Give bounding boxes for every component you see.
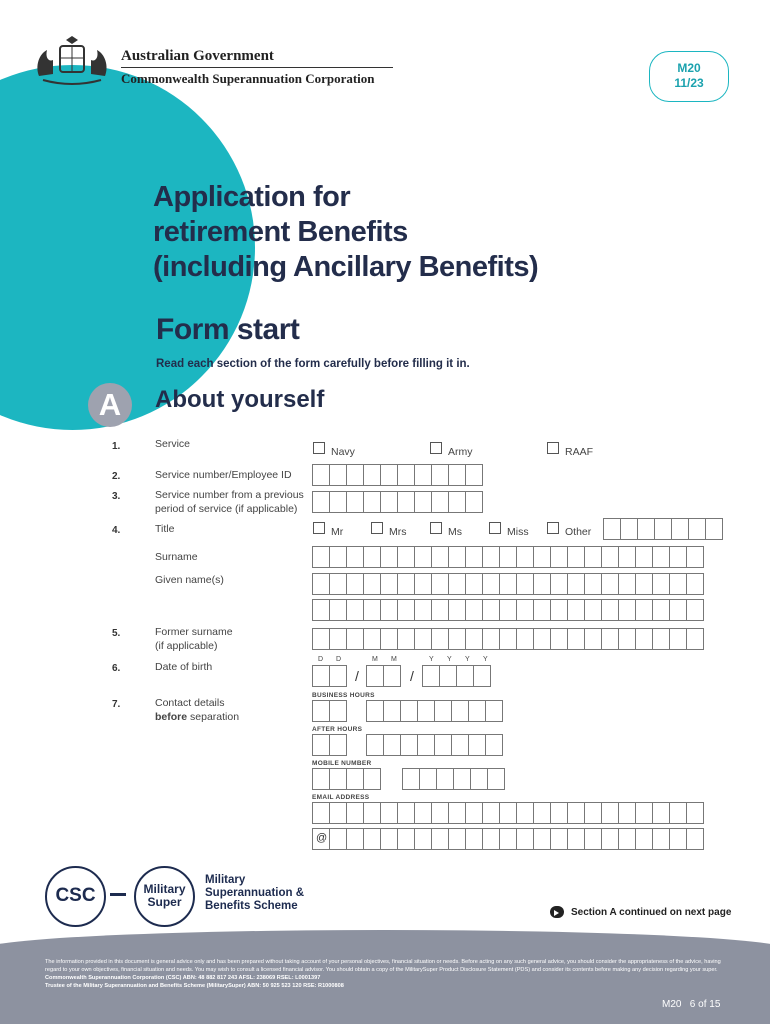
label-line: Contact details bbox=[155, 697, 225, 709]
miss-checkbox[interactable] bbox=[489, 522, 501, 534]
section-title: About yourself bbox=[155, 386, 325, 413]
year-hint: Y bbox=[483, 656, 488, 663]
title-line-1: Application for bbox=[153, 181, 351, 213]
page-form-code: M20 bbox=[662, 999, 682, 1010]
business-hours-area-code-input[interactable] bbox=[312, 700, 346, 722]
arrow-right-icon bbox=[550, 906, 564, 918]
section-letter-badge: A bbox=[88, 383, 132, 427]
question-number: 7. bbox=[112, 699, 121, 710]
former-surname-label bbox=[155, 625, 233, 653]
raaf-checkbox[interactable] bbox=[547, 442, 559, 454]
day-hint: D bbox=[318, 656, 324, 663]
scheme-name bbox=[205, 874, 304, 913]
other-checkbox[interactable] bbox=[547, 522, 559, 534]
service-number-label: Service number/Employee ID bbox=[155, 469, 292, 481]
page-of: 6 of 15 bbox=[689, 999, 721, 1010]
year-hint: Y bbox=[429, 656, 434, 663]
contact-details-label bbox=[155, 696, 239, 724]
title-line-3: (including Ancillary Benefits) bbox=[153, 251, 539, 283]
coat-of-arms-icon bbox=[33, 36, 111, 86]
other-title-input[interactable] bbox=[603, 518, 722, 540]
email-address-label: EMAIL ADDRESS bbox=[312, 794, 370, 801]
mobile-prefix-input[interactable] bbox=[312, 768, 380, 790]
surname-label: Surname bbox=[155, 551, 198, 563]
navy-checkbox[interactable] bbox=[313, 442, 325, 454]
form-code-badge bbox=[649, 51, 729, 102]
label-line: period of service (if applicable) bbox=[155, 503, 298, 515]
mobile-number-label: MOBILE NUMBER bbox=[312, 760, 372, 767]
year-hint: Y bbox=[465, 656, 470, 663]
dob-month-input[interactable] bbox=[366, 665, 400, 687]
header-divider bbox=[121, 67, 393, 68]
email-input-line-1[interactable] bbox=[312, 802, 703, 824]
disclaimer-csc: Commonwealth Superannuation Corporation (CSC) ABN: 48 882 817 243 AFSL: 238069 RSEL: L0001397 bbox=[45, 975, 321, 981]
continued-note: Section A continued on next page bbox=[571, 907, 732, 918]
label-line: Service number from a previous bbox=[155, 489, 304, 501]
at-symbol: @ bbox=[316, 832, 328, 844]
logo-divider bbox=[110, 893, 126, 896]
disclaimer-text bbox=[45, 958, 735, 990]
csc-logo: CSC bbox=[45, 866, 106, 927]
question-number: 4. bbox=[112, 525, 121, 536]
ms-option-label: Ms bbox=[448, 526, 462, 538]
form-code: M20 bbox=[677, 61, 701, 75]
mobile-number-input[interactable] bbox=[402, 768, 504, 790]
logo-text: Military bbox=[143, 882, 186, 896]
other-option-label: Other bbox=[565, 526, 592, 538]
date-separator: / bbox=[355, 668, 359, 684]
dob-day-input[interactable] bbox=[312, 665, 346, 687]
army-option-label: Army bbox=[448, 446, 473, 458]
page-number bbox=[662, 999, 720, 1010]
business-hours-number-input[interactable] bbox=[366, 700, 502, 722]
given-names-label: Given name(s) bbox=[155, 574, 224, 586]
army-checkbox[interactable] bbox=[430, 442, 442, 454]
title-label: Title bbox=[155, 523, 175, 535]
scheme-line: Military bbox=[205, 874, 246, 886]
after-hours-area-code-input[interactable] bbox=[312, 734, 346, 756]
previous-service-number-label bbox=[155, 488, 304, 516]
disclaimer-trustee: Trustee of the Military Superannuation and Benefits Scheme (MilitarySuper) ABN: 50 925 523 120 RSE: R1000808 bbox=[45, 983, 344, 989]
mr-option-label: Mr bbox=[331, 526, 344, 538]
label-line bbox=[155, 710, 239, 724]
raaf-option-label: RAAF bbox=[565, 446, 594, 458]
given-names-input-line-1[interactable] bbox=[312, 573, 703, 595]
title-line-2: retirement Benefits bbox=[153, 216, 408, 248]
service-label: Service bbox=[155, 438, 191, 450]
dob-year-input[interactable] bbox=[422, 665, 490, 687]
government-name: Australian Government bbox=[121, 48, 274, 64]
email-input-line-2[interactable] bbox=[312, 828, 703, 850]
month-hint: M bbox=[372, 656, 378, 663]
mrs-option-label: Mrs bbox=[389, 526, 407, 538]
navy-option-label: Navy bbox=[331, 446, 355, 458]
military-super-logo bbox=[134, 866, 195, 927]
question-number: 5. bbox=[112, 628, 121, 639]
question-number: 1. bbox=[112, 441, 121, 452]
page-title bbox=[153, 180, 538, 285]
question-number: 6. bbox=[112, 663, 121, 674]
service-number-input[interactable] bbox=[312, 464, 482, 486]
label-line: (if applicable) bbox=[155, 640, 218, 652]
day-hint: D bbox=[336, 656, 342, 663]
organisation-name: Commonwealth Superannuation Corporation bbox=[121, 71, 375, 86]
label-line: Former surname bbox=[155, 626, 233, 638]
business-hours-label: BUSINESS HOURS bbox=[312, 692, 375, 699]
scheme-line: Benefits Scheme bbox=[205, 900, 298, 912]
mrs-checkbox[interactable] bbox=[371, 522, 383, 534]
mr-checkbox[interactable] bbox=[313, 522, 325, 534]
miss-option-label: Miss bbox=[507, 526, 529, 538]
scheme-line: Superannuation & bbox=[205, 887, 305, 899]
month-hint: M bbox=[391, 656, 397, 663]
logo-text: Super bbox=[147, 895, 182, 909]
ms-checkbox[interactable] bbox=[430, 522, 442, 534]
separation-text: separation bbox=[187, 711, 240, 723]
after-hours-label: AFTER HOURS bbox=[312, 726, 363, 733]
given-names-input-line-2[interactable] bbox=[312, 599, 703, 621]
previous-service-number-input[interactable] bbox=[312, 491, 482, 513]
former-surname-input[interactable] bbox=[312, 628, 703, 650]
question-number: 3. bbox=[112, 491, 121, 502]
instruction-text: Read each section of the form carefully before filling it in. bbox=[156, 358, 470, 370]
date-of-birth-label: Date of birth bbox=[155, 661, 213, 673]
year-hint: Y bbox=[447, 656, 452, 663]
form-date: 11/23 bbox=[674, 76, 704, 90]
date-separator: / bbox=[410, 668, 414, 684]
before-emphasis: before bbox=[155, 711, 188, 723]
surname-input[interactable] bbox=[312, 546, 703, 568]
question-number: 2. bbox=[112, 471, 121, 482]
disclaimer-paragraph: The information provided in this document is general advice only and has been prepared without taking account of your personal objectives, financial situation or needs. Before acting on any such general advice, you should consider the appropriateness of the advice, having regard to your own objectives, financial situation and needs. You may wish to consult a licensed financial advisor. You should obtain a copy of the MilitarySuper Product Disclosure Statement (PDS) and consider its contents before making any decision regarding your super. bbox=[45, 959, 721, 973]
form-start-heading: Form start bbox=[156, 313, 300, 346]
after-hours-number-input[interactable] bbox=[366, 734, 502, 756]
